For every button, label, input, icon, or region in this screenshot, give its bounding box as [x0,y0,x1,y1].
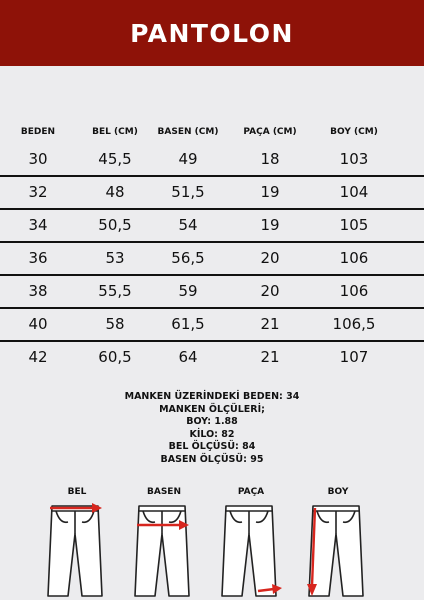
table-cell: 61,5 [171,315,205,333]
trousers-hem-icon [206,496,296,600]
column-header-size: BEDEN [20,127,56,137]
measurement-guides [0,484,424,600]
table-cell: 19 [260,183,280,201]
guide-label: BOY [327,487,349,497]
table-cell: 36 [28,249,48,267]
table-cell: 40 [28,315,48,333]
table-cell: 54 [178,216,198,234]
model-height-line: BOY: 1.88 [186,416,238,427]
model-measurements [0,391,424,466]
table-cell: 55,5 [98,282,132,300]
page-title: PANTOLON [130,18,294,48]
table-cell: 105 [339,216,369,234]
table-cell: 38 [28,282,48,300]
table-cell: 50,5 [98,216,132,234]
table-row [0,309,424,342]
trousers-waist-icon [32,496,122,600]
table-cell: 19 [260,216,280,234]
table-cell: 56,5 [171,249,205,267]
guide-label: PAÇA [237,487,265,497]
table-cell: 64 [178,348,198,366]
model-weight-line: KİLO: 82 [189,428,235,440]
table-cell: 106,5 [332,315,376,333]
table-cell: 21 [260,315,280,333]
table-cell: 42 [28,348,48,366]
table-cell: 20 [260,282,280,300]
guide-hip [119,484,209,600]
header-banner [0,0,424,66]
column-header-hip: BASEN (CM) [157,127,219,137]
table-cell: 45,5 [98,150,132,168]
table-row [0,342,424,375]
table-cell: 21 [260,348,280,366]
table-header-row [0,124,424,144]
guide-waist [32,484,122,600]
column-header-waist: BEL (CM) [92,127,138,137]
size-table [0,124,424,375]
model-hip-line: BASEN ÖLÇÜSÜ: 95 [160,453,264,465]
table-cell: 106 [339,282,369,300]
column-header-length: BOY (CM) [330,127,378,137]
guide-hem [206,484,296,600]
table-row [0,276,424,309]
table-cell: 107 [339,348,369,366]
table-cell: 60,5 [98,348,132,366]
table-cell: 53 [105,249,125,267]
model-measurements-heading: MANKEN ÖLÇÜLERİ; [159,403,265,415]
guide-length [293,484,383,600]
table-row [0,177,424,210]
model-waist-line: BEL ÖLÇÜSÜ: 84 [168,441,256,452]
table-cell: 32 [28,183,48,201]
table-cell: 30 [28,150,48,168]
column-header-hem: PAÇA (CM) [243,127,297,137]
table-row [0,210,424,243]
table-cell: 34 [28,216,48,234]
model-size-line: MANKEN ÜZERİNDEKİ BEDEN: 34 [124,391,300,402]
table-cell: 58 [105,315,125,333]
table-cell: 103 [339,150,369,168]
table-cell: 20 [260,249,280,267]
table-cell: 48 [105,183,125,201]
table-cell: 104 [339,183,369,201]
table-cell: 51,5 [171,183,205,201]
trousers-length-icon [293,496,383,600]
table-row [0,243,424,276]
table-cell: 49 [178,150,198,168]
table-cell: 18 [260,150,280,168]
guide-label: BASEN [147,487,181,497]
guide-label: BEL [67,487,87,497]
table-row [0,144,424,177]
table-cell: 106 [339,249,369,267]
table-cell: 59 [178,282,198,300]
trousers-hip-icon [119,496,209,600]
